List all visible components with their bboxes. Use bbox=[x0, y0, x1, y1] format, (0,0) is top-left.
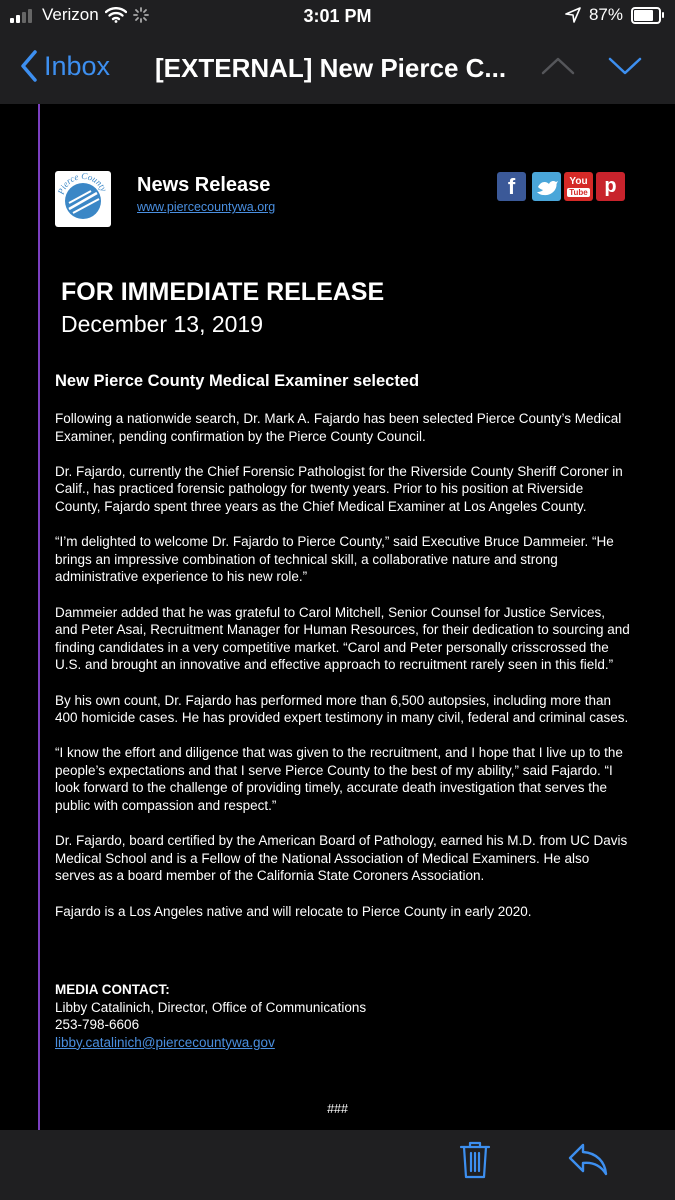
body-paragraph: Fajardo is a Los Angeles native and will relocate to Pierce County in early 2020. bbox=[55, 903, 532, 919]
contact-email-link[interactable]: libby.catalinich@piercecountywa.gov bbox=[55, 1034, 275, 1050]
status-time: 3:01 PM bbox=[303, 6, 372, 26]
news-release-title: News Release bbox=[137, 174, 271, 196]
release-headline: New Pierce County Medical Examiner selected bbox=[55, 372, 420, 390]
trash-icon[interactable] bbox=[459, 1140, 491, 1180]
pierce-county-logo bbox=[55, 171, 111, 227]
status-right bbox=[565, 5, 661, 25]
twitter-icon[interactable] bbox=[532, 172, 561, 201]
body-paragraph: “I’m delighted to welcome Dr. Fajardo to Pierce County,” said Executive Bruce Dammeier. “He brings an impressive combination of technical skill, a collaborative nature and strong administrative experience to his new role.” bbox=[55, 534, 614, 585]
chevron-left-icon bbox=[20, 50, 38, 82]
back-label: Inbox bbox=[44, 50, 111, 81]
reply-icon[interactable] bbox=[567, 1142, 609, 1178]
body-paragraph: Following a nationwide search, Dr. Mark A. Fajardo has been selected Pierce County’s Medical Examiner, pending confirmation by the Pierce County Council. bbox=[55, 411, 622, 444]
release-body bbox=[55, 410, 630, 938]
nav-bar bbox=[0, 36, 675, 104]
quote-rule bbox=[38, 104, 40, 1130]
end-mark: ### bbox=[327, 1102, 348, 1116]
location-arrow-icon bbox=[565, 7, 581, 23]
body-paragraph: Dr. Fajardo, currently the Chief Forensic Pathologist for the Riverside County Sheriff Coroner in Calif., has practiced forensic pathology for twenty years. Prior to his position at Riverside County, Fajardo spent three years as the Chief Medical Examiner at Los Angeles County. bbox=[55, 463, 623, 514]
body-paragraph: Dammeier added that he was grateful to Carol Mitchell, Senior Counsel for Justice Services, and Peter Asai, Recruitment Manager for Human Resources, for their dedication to sourcing and finding candidates in a very competitive market. “Carol and Peter personally crisscrossed the U.S. and brought an innovative and effective approach to recruitment rarely seen in this field.” bbox=[55, 604, 630, 673]
release-date: December 13, 2019 bbox=[61, 311, 264, 337]
email-body[interactable] bbox=[0, 104, 675, 1130]
back-to-inbox-button[interactable] bbox=[20, 50, 110, 82]
media-contact bbox=[55, 981, 366, 1051]
battery-icon bbox=[631, 7, 661, 24]
facebook-icon[interactable]: f bbox=[497, 172, 526, 201]
body-paragraph: By his own count, Dr. Fajardo has performed more than 6,500 autopsies, including more than 400 homicide cases. He has provided expert testimony in many civil, federal and criminal cases. bbox=[55, 692, 629, 726]
contact-name: Libby Catalinich, Director, Office of Communications bbox=[55, 999, 367, 1015]
release-heading: FOR IMMEDIATE RELEASE bbox=[61, 278, 385, 306]
status-bar bbox=[0, 0, 675, 36]
email-subject-title: [EXTERNAL] New Pierce C... bbox=[155, 53, 507, 83]
battery-fill bbox=[634, 10, 653, 21]
website-link[interactable]: www.piercecountywa.org bbox=[137, 200, 276, 214]
chevron-down-icon[interactable] bbox=[607, 56, 643, 76]
carrier-label: Verizon bbox=[42, 5, 99, 24]
battery-percent: 87% bbox=[588, 5, 623, 24]
chevron-up-icon[interactable] bbox=[540, 56, 576, 76]
youtube-icon[interactable]: You Tube bbox=[564, 172, 593, 201]
bottom-toolbar bbox=[0, 1130, 675, 1200]
svg-text:Pierce County: Pierce County bbox=[55, 171, 110, 196]
contact-phone[interactable]: 253-798-6606 bbox=[55, 1017, 140, 1033]
body-paragraph: “I know the effort and diligence that was given to the recruitment, and I hope that I live up to the people’s expectations and that I serve Pierce County to the best of my ability,” said Fajardo. “I look forward to the challenge of providing timely, accurate death investigation that serves the public with compassion and respect.” bbox=[55, 745, 623, 814]
body-paragraph: Dr. Fajardo, board certified by the American Board of Pathology, earned his M.D. from UC Davis Medical School and is a Fellow of the National Association of Medical Examiners. He also serves as a board member of the California State Coroners Association. bbox=[55, 833, 628, 884]
media-contact-label: MEDIA CONTACT: bbox=[55, 982, 170, 997]
pinterest-icon[interactable]: p bbox=[596, 172, 625, 201]
